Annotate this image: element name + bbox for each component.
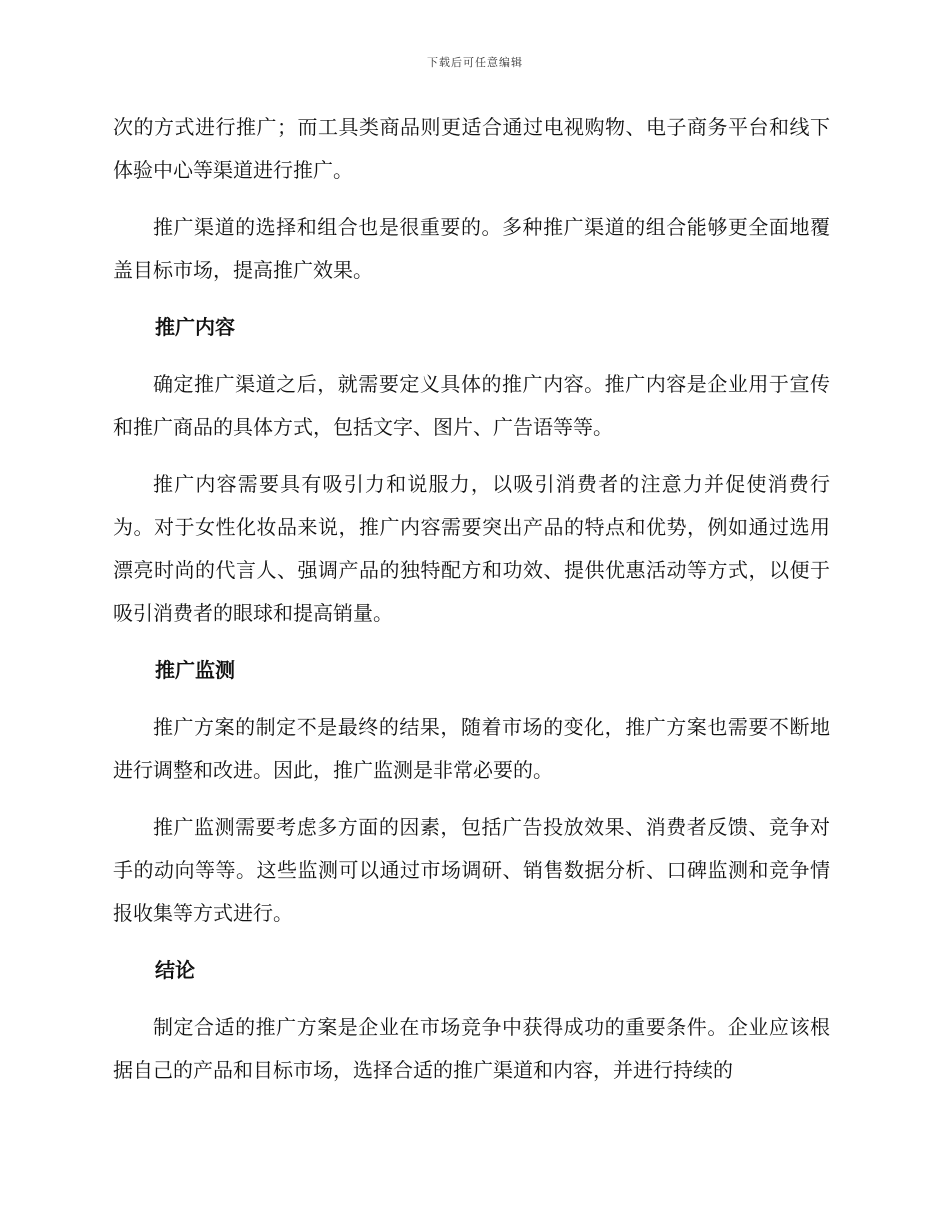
paragraph-monitoring-factors: 推广监测需要考虑多方面的因素，包括广告投放效果、消费者反馈、竞争对手的动向等等。这些监测可以通过市场调研、销售数据分析、口碑监测和竞争情报收集等方式进行。	[113, 815, 830, 925]
paragraph-channel-combination: 推广渠道的选择和组合也是很重要的。多种推广渠道的组合能够更全面地覆盖目标市场，提高推广效果。	[113, 215, 830, 282]
page-header: 下载后可任意编辑	[427, 56, 523, 69]
section-heading-content: 推广内容	[155, 315, 235, 339]
paragraph-content-appeal: 推广内容需要具有吸引力和说服力，以吸引消费者的注意力并促使消费行为。对于女性化妆品来说，推广内容需要突出产品的特点和优势，例如通过选用漂亮时尚的代言人、强调产品的独特配方和功效、提供优惠活动等方式，以便于吸引消费者的眼球和提高销量。	[113, 472, 830, 625]
section-heading-monitoring: 推广监测	[155, 658, 235, 682]
paragraph-conclusion: 制定合适的推广方案是企业在市场竞争中获得成功的重要条件。企业应该根据自己的产品和目标市场，选择合适的推广渠道和内容，并进行持续的	[113, 1015, 830, 1082]
paragraph-monitoring-need: 推广方案的制定不是最终的结果，随着市场的变化，推广方案也需要不断地进行调整和改进。因此，推广监测是非常必要的。	[113, 715, 830, 782]
section-heading-conclusion: 结论	[155, 958, 195, 982]
paragraph-channel-continuation: 次的方式进行推广；而工具类商品则更适合通过电视购物、电子商务平台和线下体验中心等渠道进行推广。	[113, 115, 830, 182]
document-body	[113, 106, 830, 1106]
paragraph-content-definition: 确定推广渠道之后，就需要定义具体的推广内容。推广内容是企业用于宣传和推广商品的具体方式，包括文字、图片、广告语等等。	[113, 372, 830, 439]
